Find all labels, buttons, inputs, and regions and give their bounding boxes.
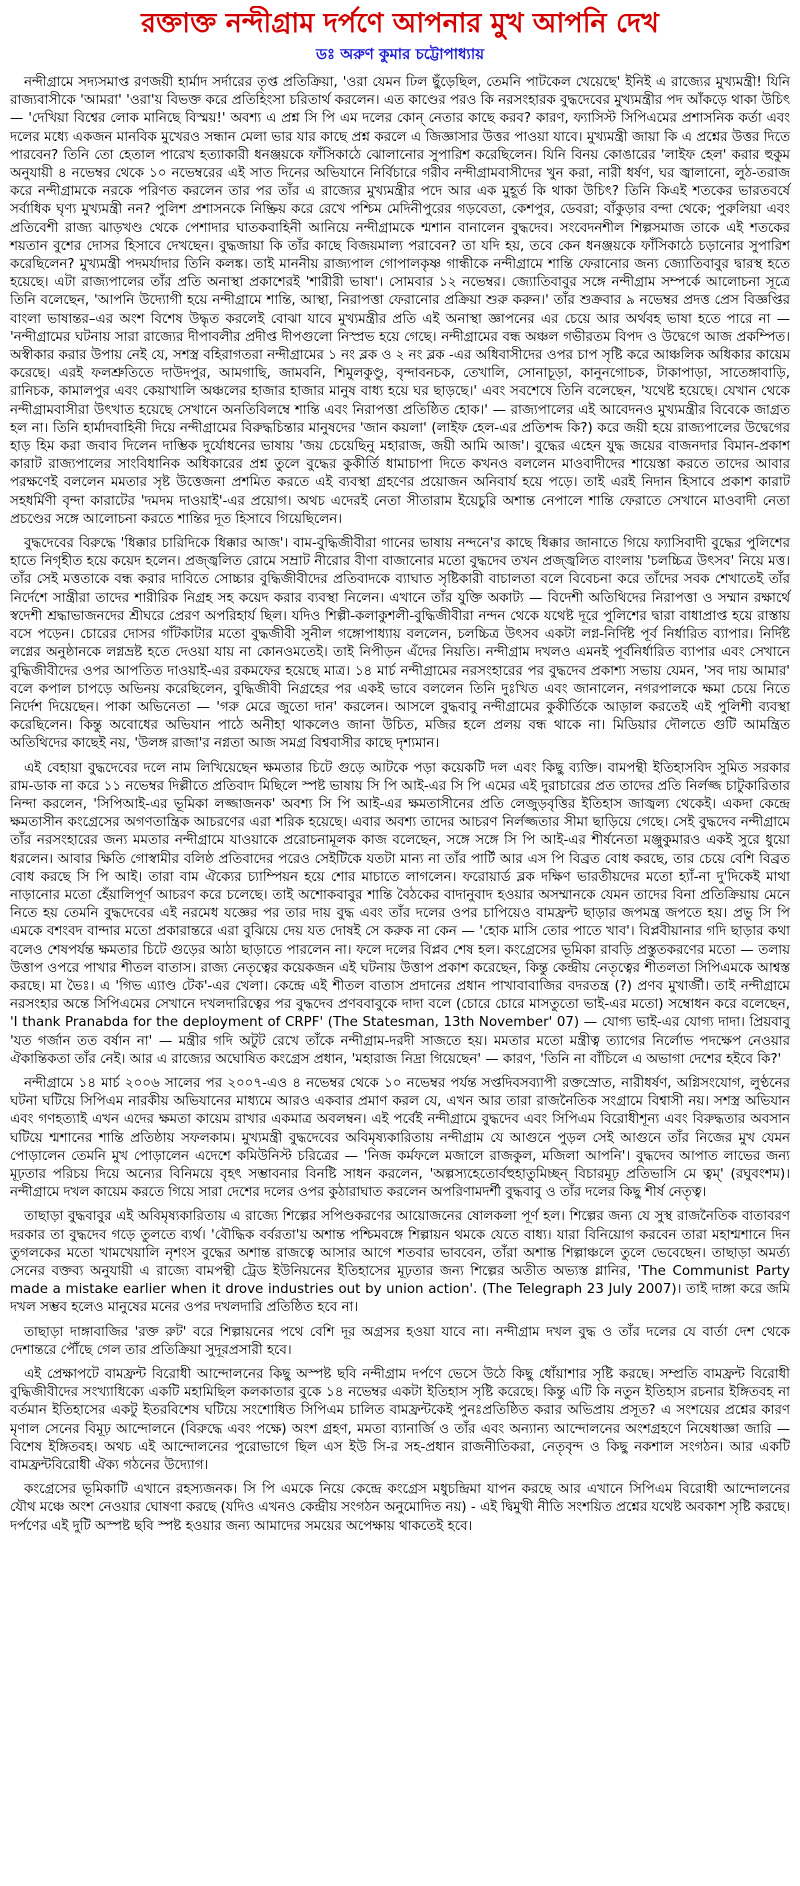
article-title: রক্তাক্ত নন্দীগ্রাম দর্পণে আপনার মুখ আপনি দেখ [141,8,659,39]
paragraph: এই প্রেক্ষাপটে বামফ্রন্ট বিরোধী আন্দোলনের কিছু অস্পষ্ট ছবি নন্দীগ্রাম দর্পণে ভেসে উঠে কিছু ধোঁয়াশার সৃষ্টি করছে। সম্প্রতি বামফ্রন্ট বিরোধী বুদ্ধিজীবীদের সংখ্যাধিক্যে একটি মহামিছিল কলকাতার বুকে ১৪ নভেম্বর একটা ইতিহাস সৃষ্টি করেছে। কিন্তু এটি কি নতুন ইতিহাস রচনার ইঙ্গিতবহ না বর্তমান ইতিহাসের একটু ইতরবিশেষ ঘটিয়ে সংশোধিত সিপিএম চালিত বামফ্রন্টকেই পুনঃপ্রতিষ্ঠিত করার অভিপ্রায় প্রসূত? এ সংশয়ের প্রশ্নের কারণ মৃণাল সেনের বিমূঢ় আন্দোলনে (বিরুদ্ধে এবং পক্ষে) অংশ গ্রহণ, মমতা ব্যানার্জি ও তাঁর এবং অন্যান্য আন্দোলনের অংশগ্রহণে নিষেধাজ্ঞা জারি — বিশেষ ইঙ্গিতবহ। অথচ এই আন্দোলনের পুরোভাগে ছিল এস ইউ সি-র সহ-প্রধান রাজনীতিকরা, নেতৃবৃন্দ ও কিছু নকশাল সংগঠন। আর একটি বামফ্রন্টবিরোধী ঐক্য গঠনের উদ্যোগ। [10,1367,790,1474]
article-body [10,74,790,1536]
paragraph: নন্দীগ্রামে ১৪ মার্চ ২০০৬ সালের পর ২০০৭-এও ৪ নভেম্বর থেকে ১০ নভেম্বর পর্যন্ত সপ্তদিবসব্যাপী রক্তস্রোত, নারীধর্ষণ, অগ্নিসংযোগ, লুণ্ঠনের ঘটনা ঘটিয়ে সিপিএম নারকীয় অভিযানের মাধ্যমে আরও একবার প্রমাণ করল যে, এখন আর তারা রাজনৈতিক সংগ্রামে বিশ্বাসী নয়। সশস্ত্র অভিযান এবং গণহত্যাই এখন এদের ক্ষমতা কায়েম রাখার একমাত্র অবলম্বন। এই পর্বেই নন্দীগ্রামে বুদ্ধদেব এবং সিপিএম বিরোধীশূন্য এবং বিরুদ্ধতার অবসান ঘটিয়ে শ্মশানের শান্তি প্রতিষ্ঠায় সফলকাম। মুখ্যমন্ত্রী বুদ্ধদেবের অবিমৃষ্যকারিতায় নন্দীগ্রাম যে আগুনে পুড়ল সেই আগুনে তাঁর নিজের মুখ যেমন পোড়ালেন তেমনি মুখ পোড়ালেন এদেশে কমিউনিস্ট চরিত্রের — 'নিজ কর্মফলে মজালে রাজকুল, মজিলা আপনি'। বুদ্ধদেব আপাত লাভের জন্য মূঢ়তার পরিচয় দিয়ে অন্যের বিনিময়ে বৃহৎ সম্ভাবনার বিনষ্টি সাধন করলেন, 'অল্পস্যহেতোর্বহুহাতুমিচ্ছন্ বিচারমূঢ় প্রতিভাসি মে ত্বম্' (রঘুবংশম)। নন্দীগ্রামে দখল কায়েম করতে গিয়ে সারা দেশের দলের ওপর কুঠারাঘাত করলেন অপরিণামদর্শী বুদ্ধবাবু ও তাঁর দলের কিছু শীর্ষ নেতৃত্ব। [10,1075,790,1201]
paragraph: কংগ্রেসের ভূমিকাটি এখানে রহস্যজনক। সি পি এমকে নিয়ে কেন্দ্রে কংগ্রেস মধুচন্দ্রিমা যাপন করছে আর এখানে সিপিএম বিরোধী আন্দোলনের যৌথ মঞ্চে অংশ নেওয়ার ঘোষণা করছে (যদিও এখনও কেন্দ্রীয় সংগঠন অনুমোদিত নয়) - এই দ্বিমুখী নীতি সংশয়িত প্রশ্নের যথেষ্ট অবকাশ সৃষ্টি করছে। দর্পণের এই দুটি অস্পষ্ট ছবি স্পষ্ট হওয়ার জন্য আমাদের সময়ের অপেক্ষায় থাকতেই হবে। [10,1482,790,1534]
paragraph: নন্দীগ্রামে সদ্যসমাপ্ত রণজয়ী হার্মাদ সর্দারের তৃপ্ত প্রতিক্রিয়া, 'ওরা যেমন ঢিল ছুঁড়েছিল, তেমনি পাটকেল খেয়েছে' ইনিই এ রাজ্যের মুখ্যমন্ত্রী! যিনি রাজ্যবাসীকে 'আমরা' 'ওরা'য় বিভক্ত করে প্রতিহিংসা চরিতার্থ করলেন। এত কাণ্ডের পরও কি নরসংহারক বুদ্ধদেবের মুখ্যমন্ত্রীর পদ আঁকড়ে থাকা উচিৎ — 'দেখিয়া বিশ্বের লোক মানিছে বিস্ময়!' অবশ্য এ প্রশ্ন সি পি এম দলের কোন্ নেতার কাছে করব? কারণ, ফ্যাসিস্ট সিপিএমের প্রশাসনিক কর্তা এবং দলের মধ্যে একজন মানবিক মুখেরও সন্ধান মেলা ভার যার কাছে প্রশ্ন করলে এ জিজ্ঞাসার উত্তর পাওয়া যাবে। মুখ্যমন্ত্রী জায়া কি এ প্রশ্নের উত্তর দিতে পারবেন? তিনি তো হেতাল পারেখ হত্যাকারী ধনঞ্জয়কে ফাঁসিকাঠে ঝোলানোর সুপারিশ করেছিলেন। যিনি বিনয় কোঙারের 'লাইফ হেল' করার হুকুম অনুযায়ী ৪ নভেম্বর থেকে ১০ নভেম্বরের এই সাত দিনের অভিযানে নির্বিচারে গরীব নন্দীগ্রামবাসীদের খুন করা, নারী ধর্ষণ, ঘর জ্বালানো, লুঠ-তরাজ করে নন্দীগ্রামকে নরকে পরিণত করলেন তার পর তাঁর এ রাজ্যের মুখ্যমন্ত্রীর পদে আর এক মুহূর্ত কি থাকা উচিৎ? তিনি কিএই শতকের ভারতবর্ষে সর্বাধিক ঘৃণ্য মুখ্যমন্ত্রী নন? পুলিশ প্রশাসনকে নিষ্ক্রিয় করে রেখে পশ্চিম মেদিনীপুরের গড়বেতা, কেশপুর, ডেবরা; বাঁকুড়ার বন্দা থেকে; পুরুলিয়া এবং প্রতিবেশী রাজ্য ঝাড়খণ্ড থেকে পেশাদার ঘাতকবাহিনী আনিয়ে নন্দীগ্রামকে শ্মশান বানালেন বুদ্ধদেব। সংবেদনশীল শিল্পসমাজ তাকে এই শতকের শয়তান বুশের দোসর হিসাবে দেখছেন। বুদ্ধজায়া কি তাঁর কাছে বিজয়মাল্য পরাবেন? তা যদি হয়, তবে কেন ধনঞ্জয়কে ফাঁসিকাঠে চড়ানোর সুপারিশ করেছিলেন? মুখ্যমন্ত্রী পদমর্যাদার তিনি কলঙ্ক। তাই মাননীয় রাজ্যপাল গোপালকৃষ্ণ গান্ধীকে নন্দীগ্রামে শান্তি ফেরানোর জন্য জ্যোতিবাবুর দ্বারস্থ হতে হয়েছে। এটা রাজ্যপালের তাঁর প্রতি অনাস্থা প্রকাশেরই 'শারীরী ভাষা'। সোমবার ১২ নভেম্বর। জ্যোতিবাবুর সঙ্গে নন্দীগ্রাম সম্পর্কে আলোচনা সূত্রে তিনি বলেছেন, 'আপনি উদ্যোগী হয়ে নন্দীগ্রামে শান্তি, আস্থা, নিরাপত্তা ফেরানোর প্রক্রিয়া শুরু করুন।' তাঁর শুক্রবার ৯ নভেম্বর প্রদত্ত প্রেস বিজ্ঞপ্তির বাংলা ভাষান্তর–এর অংশ বিশেষ উদ্ধৃত করলেই বোঝা যাবে মুখ্যমন্ত্রীর প্রতি এই অনাস্থা জ্ঞাপনের এর চেয়ে আর অর্থবহ ভাষা হতে পারে না — 'নন্দীগ্রামের ঘটনায় সারা রাজ্যের দীপাবলীর প্রদীপ্ত দীপগুলো নিস্প্রভ হয়ে গেছে। নন্দীগ্রামের বন্ধ অঞ্চল গভীরতম বিপদ ও উদ্বেগে আজ প্রকম্পিত। অস্বীকার করার উপায় নেই যে, সশস্ত্র বহিরাগতরা নন্দীগ্রামের ১ নং ব্লক ও ২ নং ব্লক -এর অধিবাসীদের ওপর চাপ সৃষ্টি করে আঞ্চলিক অধিকার কায়েম করেছে। এরই ফলশ্রুতিতে দাউদপুর, আমগাছি, জামবনি, শিমুলকুণ্ডু, বৃন্দাবনচক, তেখালি, সোনাচূড়া, কানুনগোচক, টাকাপাড়া, সাতেঙ্গাবাড়ি, রানিচক, কামালপুর এবং কেয়াখালি অঞ্চলের হাজার হাজার মানুষ বাধ্য হয়ে ঘর ছাড়ছে।' এবং সবশেষে তিনি বলেছেন, 'যথেষ্ট হয়েছে। যেখান থেকে নন্দীগ্রামবাসীরা উৎখাত হয়েছে সেখানে অনতিবিলম্বে শান্তি এবং নিরাপত্তা প্রতিষ্ঠিত হোক।' — রাজ্যপালের এই আবেদনও মুখ্যমন্ত্রীর বিবেকে জাগ্রত হল না। তিনি হার্মাদবাহিনী দিয়ে নন্দীগ্রামের বিরুদ্ধচিন্তার মানুষদের 'জান কয়লা' (লাইফ হেল-এর প্রতিশব্দ কি?) করে জয়ী হয়ে রাজ্যপালের উদ্বেগের হাড় হিম করা জবাব দিলেন দাম্ভিক দুর্যোধনের ভাষায় 'জয় চেয়েছিনু মহারাজ, জয়ী আমি আজ'। বুদ্ধের এহেন যুদ্ধ জয়ের বাজনদার বিমান-প্রকাশ কারাট রাজ্যপালের সাংবিধানিক অধিকারের প্রশ্ন তুলে বুদ্ধের কুকীর্তি ধামাচাপা দিতে কখনও বললেন মাওবাদীদের শায়েস্তা করতে তাদের আবার পরক্ষণেই বললেন মমতার সৃষ্ট উত্তেজনা প্রশমিত করতে এই ব্যবস্থা গ্রহণের প্রয়োজন অনিবার্য হয়ে পড়ে। তাই এরই নিদান হিসাবে প্রকাশ কারাট সহধর্মিণী বৃন্দা কারাটের 'দমদম দাওয়াই'-এর প্রয়োগ। অথচ এদেরই নেতা সীতারাম ইয়েচুরি অশান্ত নেপালে শান্তি ফেরাতে সেখানে মাওবাদী নেতা প্রচণ্ডের সঙ্গে আলোচনা করতে শান্তির দূত হিসাবে গিয়েছিলেন। [10,75,790,527]
paragraph: বুদ্ধদেবের বিরুদ্ধে 'ধিক্কার চারিদিকে ধিক্কার আজ'। বাম-বুদ্ধিজীবীরা গানের ভাষায় নন্দনে'র কাছে ধিক্কার জানাতে গিয়ে ফ্যাসিবাদী বুদ্ধের পুলিশের হাতে নিগৃহীত হয়ে কয়েদ হলেন। প্রজ্জ্বলিত রোমে সম্রাট নীরোর বীণা বাজানোর মতো বুদ্ধদেব তখন প্রজ্জ্বলিত বাংলায় 'চলচ্চিত্র উৎসব' নিয়ে মত্ত। তাঁর সেই মত্ততাকে বন্ধ করার দাবিতে সোচ্চার বুদ্ধিজীবীদের প্রতিবাদকে ব্যাঘাত সৃষ্টিকারী বাচালতা বলে বিবেচনা করে তাঁদের সবক শেখাতেই তাঁর নির্দেশে সান্ত্রীরা তাদের শারীরিক নিগ্রহ সহ কয়েদ করার ব্যবস্থা নিলেন। এখানে তাঁর যুক্তি অকাট্য — বিদেশী অতিথিদের নিরাপত্তা ও সম্মান রক্ষার্থে স্বদেশী শ্রদ্ধাভাজনদের শ্রীঘরে প্রেরণ অপরিহার্য ছিল। যদিও শিল্পী-কলাকুশলী-বুদ্ধিজীবীরা নন্দন থেকে যথেষ্ট দূরে পুলিশের দ্বারা বাধাপ্রাপ্ত হয়ে রাস্তায় বসে পড়েন। চোরের দোসর গাঁটকাটার মতো বুদ্ধজীবী সুনীল গঙ্গোপাধ্যায় বললেন, চলচ্চিত্র উৎসব একটা লগ্ন-নির্দিষ্ট পূর্ব নির্ধারিত ব্যাপার। নির্দিষ্ট লগ্নের অনুষ্ঠানকে লগ্নভ্রষ্ট হতে দেওয়া যায় না কোনওমতেই। তাই নিপীড়ন এঁদের নিয়তি। নন্দীগ্রাম দখলও এমনই পূর্বনির্ধারিত ব্যাপার এবং সেখানে বুদ্ধিজীবীদের ওপর আপতিত দাওয়াই-এর রকমফের হয়েছে মাত্র। ১৪ মার্চ নন্দীগ্রামের নরসংহারের পর বুদ্ধদেব প্রকাশ্য সভায় যেমন, 'সব দায় আমার' বলে কপাল চাপড়ে অভিনয় করেছিলেন, বুদ্ধিজীবী নিগ্রহের পর একই ভাবে বললেন তিনি দুঃখিত এবং জানালেন, নগরপালকে ক্ষমা চেয়ে নিতে নির্দেশ দিয়েছেন। পাকা অভিনেতা — 'গরু মেরে জুতো দান' করলেন। আসলে বুদ্ধবাবু নন্দীগ্রামের কুকীর্তিকে আড়াল করতেই এই পুলিশী ব্যবস্থা করেছিলেন। কিন্তু অবোধের অভিযান পাঠে অনীহা থাকলেও জানা উচিত, মজির হলে প্রলয় বন্ধ থাকে না। মিডিয়ার দৌলতে গুটি আমন্ত্রিত অতিথিদের কাছেই নয়, 'উলঙ্গ রাজা'র নগ্নতা আজ সমগ্র বিশ্ববাসীর কাছে দৃশ্যমান। [10,536,790,752]
paragraph: এই বেহায়া বুদ্ধদেবের দলে নাম লিখিয়েছেন ক্ষমতার চিটে গুড়ে আটকে পড়া কয়েকটি দল এবং কিছু ব্যক্তি। বামপন্থী ইতিহাসবিদ সুমিত সরকার রাম-ডাক না করে ১১ নভেম্বর দিল্লীতে প্রতিবাদ মিছিলে স্পষ্ট ভাষায় সি পি আই-এর সি পি এমের এই দুরাচারের প্রত তাদের প্রতি নির্লজ্জ চাটুকারিতার নিন্দা করলেন, 'সিপিআই-এর ভূমিকা লজ্জাজনক' অবশ্য সি পি আই-এর ক্ষমতাসীনের প্রতি লেজুড়বৃত্তির ইতিহাস জাজ্বল্য থেকেই। একদা কেন্দ্রে ক্ষমতাসীন কংগ্রেসের অগণতান্ত্রিক আচরণের এরা শরিক হয়েছে। এবার অবশ্য তাদের আচরণ নির্লজ্জতার সীমা ছাড়িয়ে গেছে। সেই বুদ্ধদেব নন্দীগ্রামে তাঁর নরসংহারের জন্য মমতার নন্দীগ্রামে যাওয়াকে প্ররোচনামূলক কাজ বলেছেন, সঙ্গে সঙ্গে সি পি আই-এর শীর্ষনেতা মঞ্জুকুমারও একই সুরে ধুয়ো ধরলেন। আবার ক্ষিতি গোস্বামীর বলিষ্ঠ প্রতিবাদের পরেও সেইটিকে যতটা মান্য না তাঁর পার্টি আর এস পি বিব্রত বোধ করছে, তার চেয়ে বেশি বিব্রত বোধ করছে সি পি আই। তারা বাম ঐক্যের চ্যাম্পিয়ন হয়ে শোর মাচাতে লাগলেন। ফরোয়ার্ড ব্লক দক্ষিণ ভারতীয়দের মতো হ্যাঁ-না দু'দিকেই মাথা নাড়ানোর মতো হেঁয়ালিপূর্ণ আচরণ করে চলেছে। তাই অশোকবাবুর শান্তি বৈঠকের বাদানুবাদ হওয়ার অসম্মানকে যেমন তাদের বিনা প্রতিক্রিয়ায় মেনে নিতে হয় তেমনি বুদ্ধদেবের এই নরমেধ যজ্ঞের পর তার দায় বুদ্ধ এবং তাঁর দলের ওপর চাপিয়েও বামফ্রন্ট ছাড়ার জপমন্ত্র জপতে হয়। প্রভু সি পি এমকে বশংবদ বান্দার মতো প্রকারান্তরে এরা বুঝিয়ে দেয় যত দোষই সে করুক না কেন — 'হোক মাসি তোর পাতে খাব'। বিপ্লবীয়ানার গদি ছাড়ার কথা বলেও শেষপর্যন্ত ক্ষমতার চিটে গুড়ের আঠা ছাড়াতে পারলেন না। ফলে দলের বিপ্লব শেষ হল। কংগ্রেসের ভূমিকা রাবড়ি প্রস্তুতকরণের মতো — তলায় উত্তাপ ওপরে পাখার শীতল বাতাস। রাজ্য নেতৃত্বের কয়েকজন এই ঘটনায় উত্তাপ প্রকাশ করেছেন, কিন্তু কেন্দ্রীয় নেতৃত্বের শীতলতা সিপিএমকে আশ্বস্ত করছে। মা ভৈঃ। এ 'গিভ এ্যাণ্ড টেক'-এর খেলা। কেন্দ্রে এই শীতল বাতাস প্রদানের প্রধান পাখাবাবাজির বদরতন্ত্র (?) প্রণব মুখার্জী। তাই নন্দীগ্রামে নরসংহার অন্তে সিপিএমের সেখানে দখলদারিত্বের পর বুদ্ধদেব প্রণববাবুকে দাদা বলে (চোরে চোরে মাসতুতো ভাই-এর মতো) সম্বোধন করে বলেছেন, 'I thank Pranabda for the deployment of CRPF' (The Statesman, 13th November' 07) — যোগ্য ভাই-এর যোগ্য দাদা। প্রিয়বাবু 'যত গর্জান তত বর্ষান না' — মন্ত্রীর গদি অটুট রেখে তাঁকে নন্দীগ্রাম-দরদী সাজতে হয়। মমতার মতো মন্ত্রীত্ব ত্যাগের নির্লোভ পদক্ষেপ নেওয়ার ঐকান্তিকতা তাঁর নেই। আর এ রাজ্যের অঘোষিত কংগ্রেস প্রধান, 'মহারাজ নিদ্রা গিয়েছেন' — কারণ, 'তিনি না বাঁচিলে এ অভাগা দেশের হইবে কি?' [10,760,790,1067]
paragraph: তাছাড়া বুদ্ধবাবুর এই অবিমৃষ্যকারিতায় এ রাজ্যে শিল্পের সপিণ্ডকরণের আয়োজনের ষোলকলা পূর্ণ হল। শিল্পের জন্য যে সুস্থ রাজনৈতিক বাতাবরণ দরকার তা বুদ্ধদেব গড়ে তুলতে ব্যর্থ। 'বৌদ্ধিক বর্বরতা'য় অশান্ত পশ্চিমবঙ্গে শিল্পায়ন থমকে যেতে বাধ্য। যারা বিনিয়োগ করবেন তারা মহাশ্মশানে দিন তুগলকের মতো খামখেয়ালি নৃশংস বুদ্ধের অশান্ত রাজত্বে আসার আগে শতবার ভাববেন, তাঁরা অশান্ত শিল্পাঞ্চলে তুলে ভেবেছেন। তাছাড়া অমর্ত্য সেনের বক্তব্য অনুযায়ী এ রাজ্যে বামপন্থী ট্রেড ইউনিয়নের ইতিহাসের মূঢ়তার জন্য শিল্পের অতীত অভ্যস্ত গ্লানির, 'The Communist Party made a mistake earlier when it drove industries out by union action'. (The Telegraph 23 July 2007)। তাই দাঙ্গা করে জমি দখল সম্ভব হলেও মানুষের মনের ওপর দখলদারি প্রতিষ্ঠিত হবে না। [10,1209,790,1316]
article-author: ডঃ অরুণ কুমার চট্টোপাধ্যায় [315,45,485,63]
paragraph: তাছাড়া দাঙ্গাবাজির 'রক্ত রুট' বরে শিল্পায়নের পথে বেশি দূর অগ্রসর হওয়া যাবে না। নন্দীগ্রাম দখল বুদ্ধ ও তাঁর দলের যে বার্তা দেশ থেকে দেশান্তরে পৌঁছে গেল তার প্রতিক্রিয়া সুদূরপ্রসারী হবে। [10,1324,790,1358]
